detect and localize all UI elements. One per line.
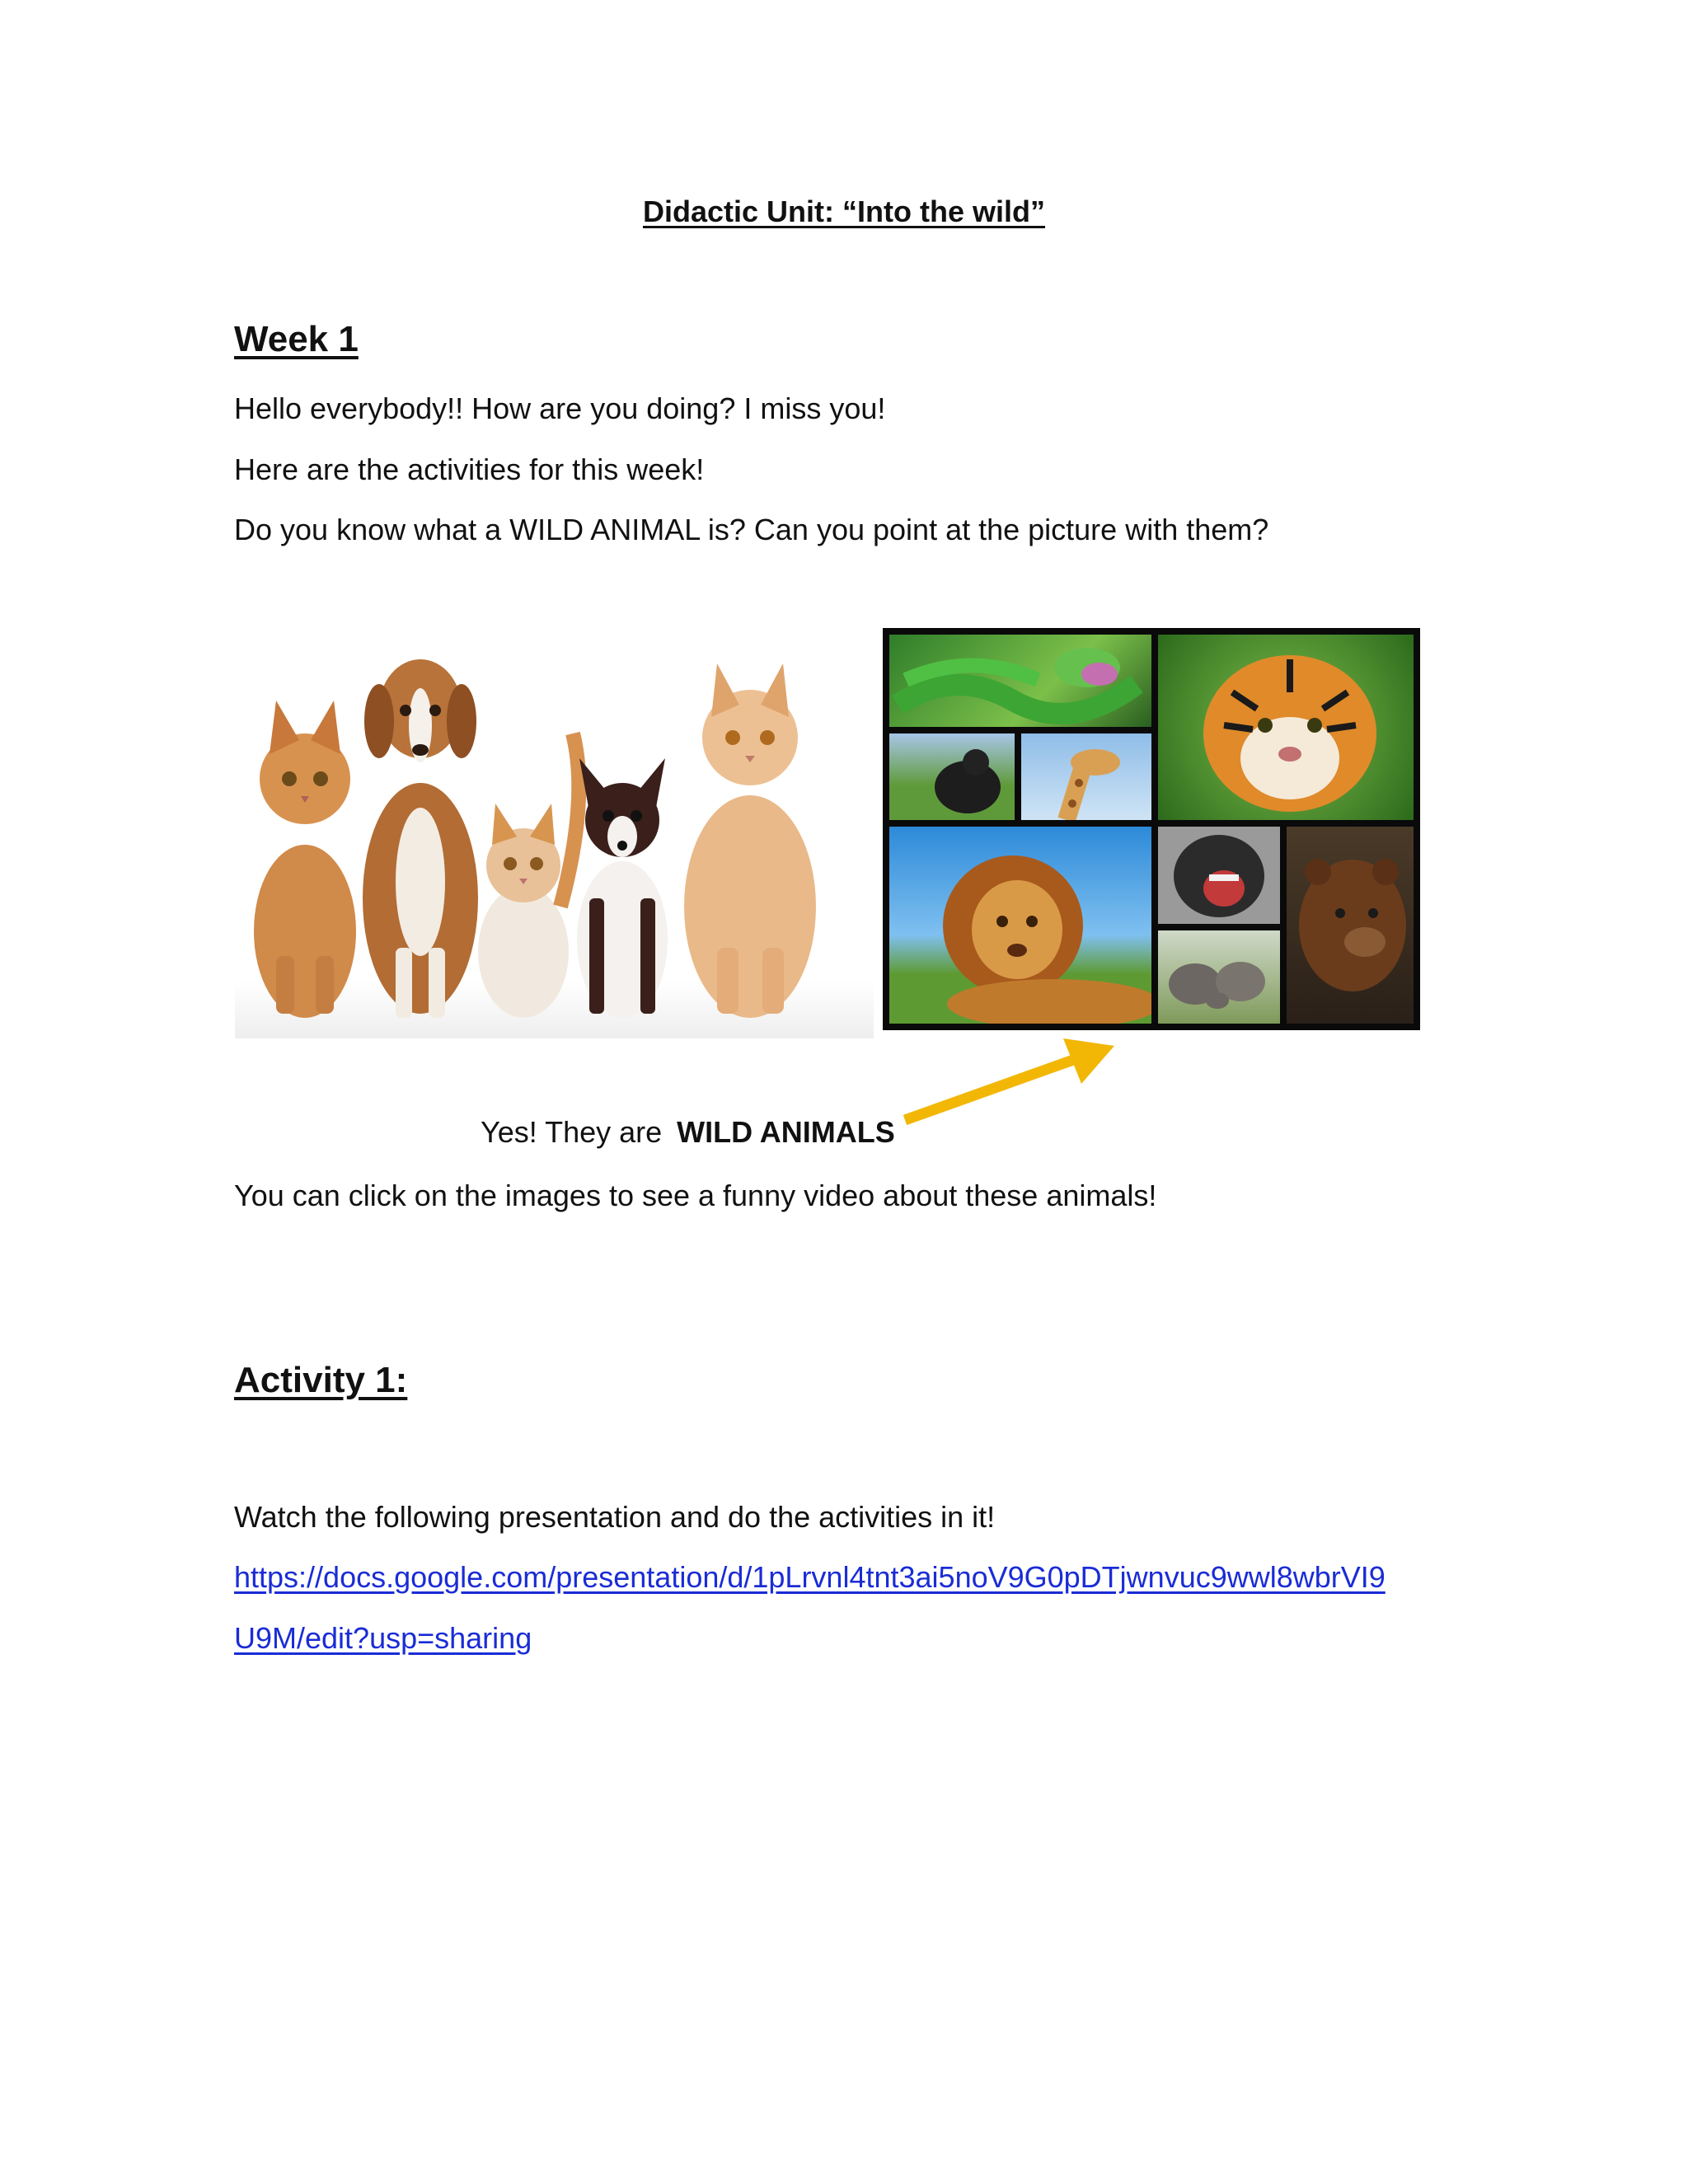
- week-heading: Week 1: [234, 319, 359, 359]
- presentation-link-line-1[interactable]: https://docs.google.com/presentation/d/1pLrvnl4tnt3ai5noV9G0pDTjwnvuc9wwl8wbrVI9: [234, 1560, 1386, 1594]
- snake-illustration: [889, 635, 1151, 727]
- cat-3-figure: [684, 663, 816, 1018]
- gorilla-tile: [889, 733, 1015, 820]
- snake-tile: [889, 635, 1151, 727]
- intro-line-1: Hello everybody!! How are you doing? I miss you!: [234, 391, 886, 425]
- tiger-tile: [1158, 635, 1414, 820]
- giraffe-tile: [1021, 733, 1151, 820]
- activity-instruction: Watch the following presentation and do the activities in it!: [234, 1500, 996, 1534]
- intro-line-2: Here are the activities for this week!: [234, 452, 705, 486]
- pets-illustration: [235, 635, 874, 1038]
- click-hint: You can click on the images to see a funny video about these animals!: [234, 1179, 1157, 1212]
- answer-bold: WILD ANIMALS: [677, 1115, 895, 1149]
- elephants-illustration: [1158, 930, 1280, 1024]
- activity-heading: Activity 1:: [234, 1360, 408, 1400]
- bear-tile: [1287, 827, 1414, 1024]
- wild-animals-collage[interactable]: [883, 628, 1420, 1030]
- giraffe-illustration: [1021, 733, 1151, 820]
- tiger-illustration: [1158, 635, 1414, 820]
- elephants-tile: [1158, 930, 1280, 1024]
- arrow-pointer: [898, 1034, 1129, 1133]
- answer-line: [481, 1115, 895, 1150]
- cat-2-figure: [478, 733, 579, 1018]
- lion-illustration: [889, 827, 1151, 1024]
- intro-line-3: Do you know what a WILD ANIMAL is? Can you point at the picture with them?: [234, 513, 1269, 546]
- gorilla-illustration: [889, 733, 1015, 820]
- dog-1-figure: [363, 659, 478, 1018]
- bear-illustration: [1287, 827, 1414, 1024]
- dog-2-figure: [577, 758, 668, 1018]
- document-title: Didactic Unit: “Into the wild”: [643, 194, 1045, 228]
- answer-prefix: Yes! They are: [481, 1115, 671, 1149]
- gorilla-roar-illustration: [1158, 827, 1280, 924]
- pets-photo[interactable]: [235, 635, 874, 1038]
- presentation-link-line-2[interactable]: U9M/edit?usp=sharing: [234, 1621, 532, 1655]
- gorilla-roar-tile: [1158, 827, 1280, 924]
- cat-1-figure: [254, 701, 356, 1018]
- lion-tile: [889, 827, 1151, 1024]
